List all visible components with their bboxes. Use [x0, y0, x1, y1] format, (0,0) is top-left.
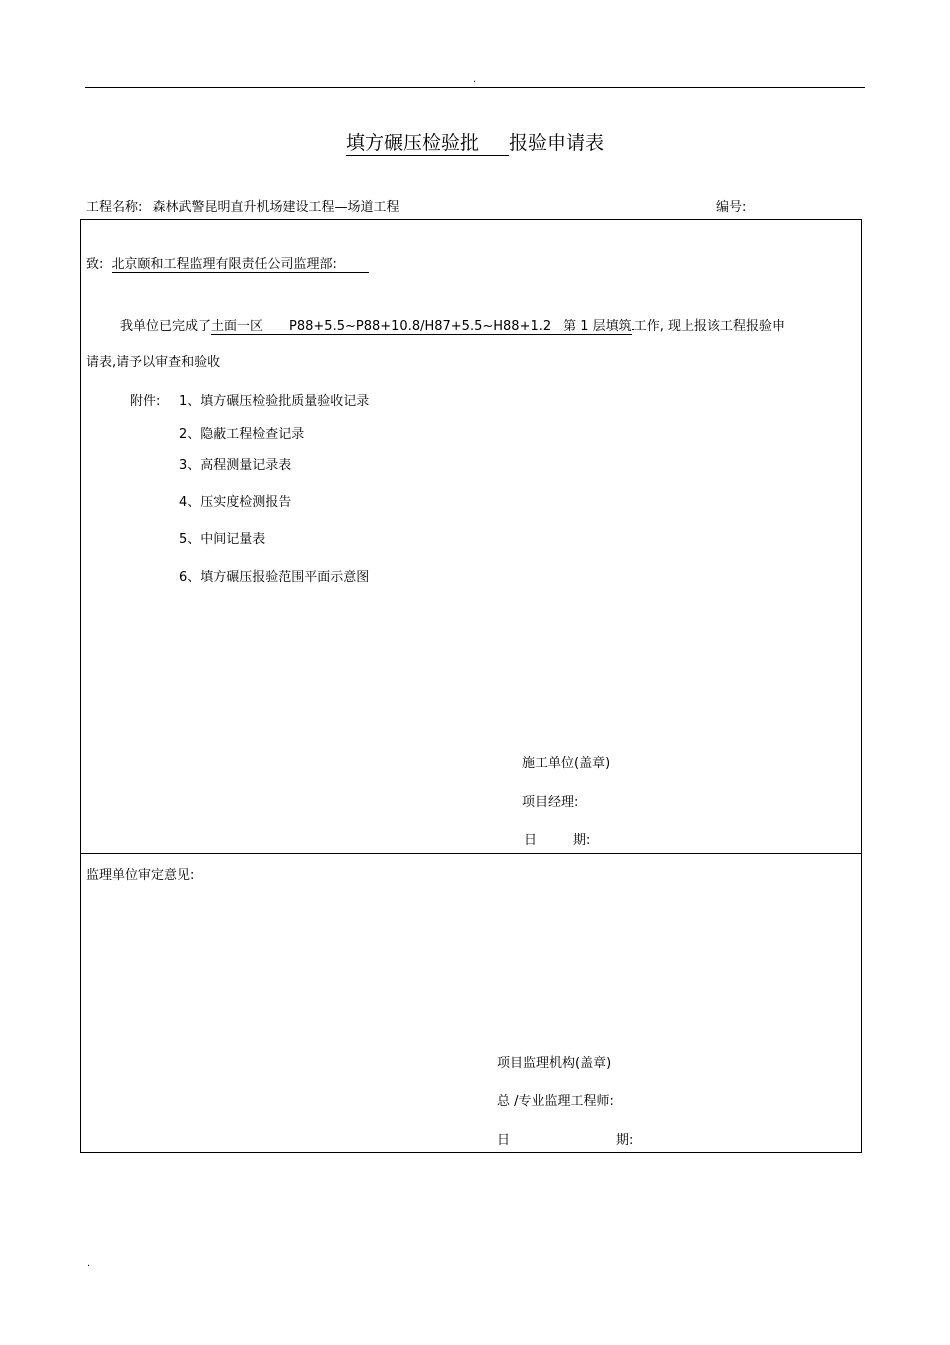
supervision-section — [80, 853, 862, 1153]
attachment-item-2: 2、隐蔽工程检查记录 — [179, 427, 305, 442]
attachments-label: 附件: — [130, 394, 161, 409]
body-line-2: 请表,请予以审查和验收 — [86, 355, 221, 370]
attachment-item-3: 3、高程测量记录表 — [179, 458, 292, 473]
contractor-date-label: 日 期: — [524, 833, 591, 848]
title-part-1: 填方碾压检验批 — [346, 128, 509, 156]
project-name: 森林武警昆明直升机场建设工程—场道工程 — [152, 200, 400, 215]
title-part-2: 报验申请表 — [509, 132, 605, 154]
project-manager-label: 项目经理: — [522, 795, 579, 810]
number-label: 编号: — [716, 200, 747, 215]
supervision-seal-label: 项目监理机构(盖章) — [497, 1056, 612, 1071]
attachment-item-6: 6、填方碾压报验范围平面示意图 — [179, 570, 370, 585]
body-range: P88+5.5~P88+10.8/H87+5.5~H88+1.2 — [289, 319, 552, 334]
body-layer: 第 1 层填筑 — [563, 319, 632, 334]
supervision-date-label: 日 期: — [497, 1133, 634, 1148]
project-label: 工程名称: — [86, 200, 143, 215]
header-dot: . — [473, 74, 477, 85]
addressee-label: 致: — [86, 257, 104, 272]
contractor-seal-label: 施工单位(盖章) — [522, 756, 611, 771]
body-line-1 — [120, 315, 785, 334]
footer-dot: . — [87, 1258, 91, 1269]
addressee-line — [86, 253, 369, 273]
supervision-engineer-label: 总 /专业监理工程师: — [497, 1094, 614, 1109]
attachment-item-1: 1、填方碾压检验批质量验收记录 — [179, 394, 370, 409]
attachment-item-4: 4、压实度检测报告 — [179, 495, 292, 510]
header-rule — [85, 87, 865, 88]
page-title — [0, 128, 950, 156]
project-line — [86, 196, 400, 215]
supervision-opinion-label: 监理单位审定意见: — [86, 868, 195, 883]
body-prefix: 我单位已完成了 — [120, 319, 212, 334]
addressee-value: 北京颐和工程监理有限责任公司监理部: — [112, 253, 369, 273]
body-area: 土面一区 P88+5.5~P88+10.8/H87+5.5~H88+1.2 第 1 层填筑 — [211, 319, 632, 334]
attachment-item-5: 5、中间记量表 — [179, 532, 266, 547]
body-suffix-1: 工作, 现上报该工程报验申 — [633, 319, 785, 334]
